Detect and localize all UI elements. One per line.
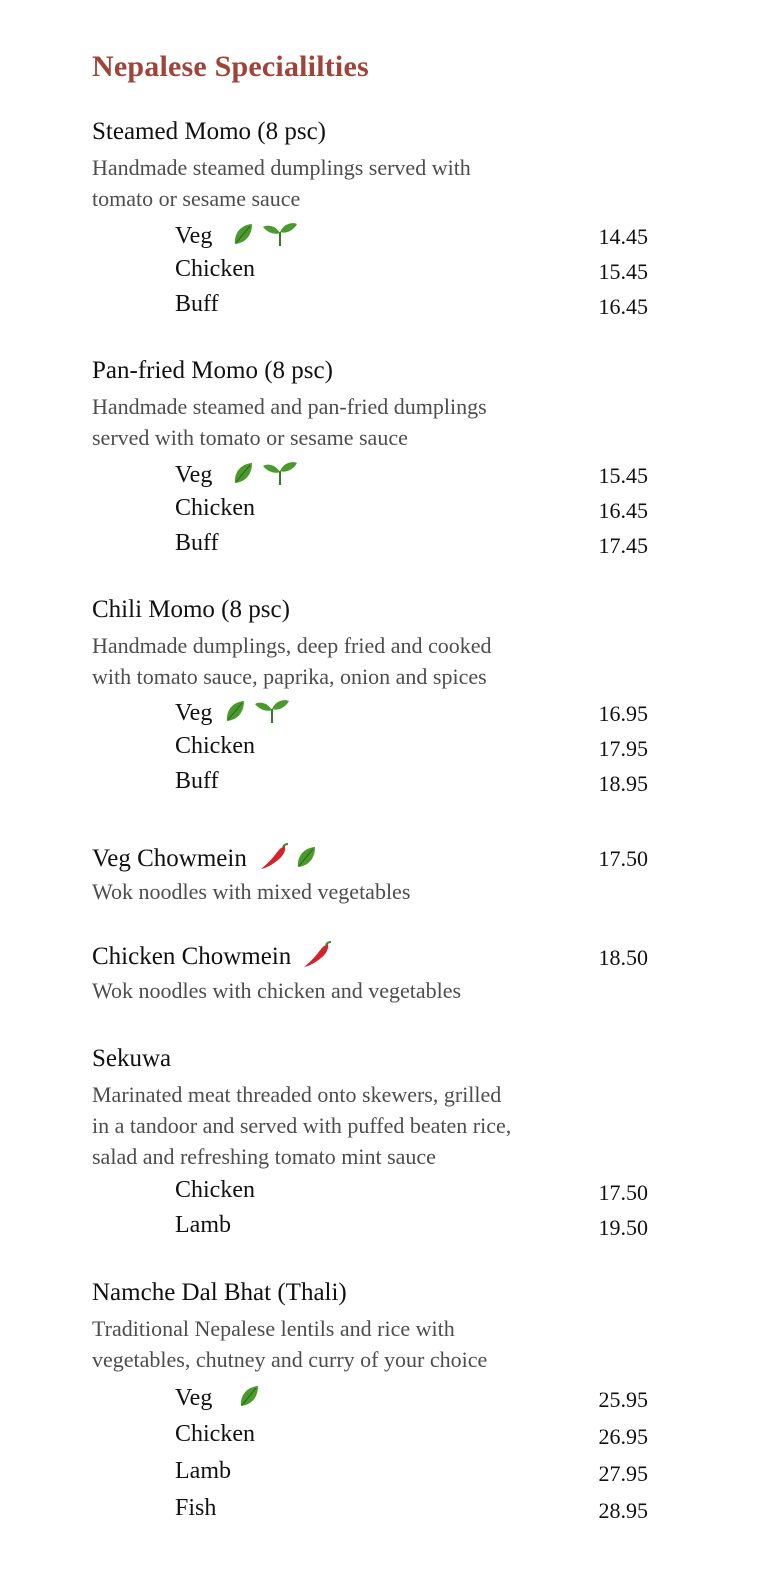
dish-description	[92, 152, 592, 214]
description-line: tomato or sesame sauce	[92, 186, 301, 211]
leaf-icon	[238, 1384, 260, 1415]
price: 17.45	[598, 533, 648, 558]
dish-description	[92, 630, 592, 692]
price: 18.95	[598, 771, 648, 796]
description-line: Traditional Nepalese lentils and rice with	[92, 1316, 455, 1341]
price: 17.50	[598, 1180, 648, 1205]
description-line: Marinated meat threaded onto skewers, grilled	[92, 1082, 502, 1107]
leaf-icon	[224, 699, 246, 730]
description-line: served with tomato or sesame sauce	[92, 425, 408, 450]
dish-name: Chicken Chowmein	[92, 943, 292, 971]
price: 28.95	[598, 1498, 648, 1523]
price: 27.95	[598, 1461, 648, 1486]
variant-row	[175, 460, 298, 493]
description-line: Wok noodles with chicken and vegetables	[92, 978, 462, 1003]
dish-description	[92, 876, 592, 907]
price: 16.45	[598, 498, 648, 523]
variant-label: Buff	[175, 530, 219, 556]
variant-label: Lamb	[175, 1458, 231, 1484]
dish-name: Sekuwa	[92, 1045, 172, 1072]
variant-label: Buff	[175, 768, 219, 794]
price: 25.95	[598, 1387, 648, 1412]
description-line: Handmade steamed and pan-fried dumplings	[92, 394, 487, 419]
leaf-icon	[232, 461, 254, 492]
leaf-icon	[295, 845, 317, 876]
sprout-icon	[262, 221, 298, 254]
description-line: in a tandoor and served with puffed beaten rice,	[92, 1113, 512, 1138]
dish-name: Steamed Momo (8 psc)	[92, 118, 326, 145]
variant-row	[175, 1384, 260, 1415]
variant-label: Chicken	[175, 495, 255, 521]
description-line: Wok noodles with mixed vegetables	[92, 879, 411, 904]
chili-icon	[302, 941, 332, 976]
dish-title-row	[92, 941, 332, 976]
price: 16.95	[598, 701, 648, 726]
price: 19.50	[598, 1215, 648, 1240]
dish-description	[92, 1313, 592, 1375]
section-title: Nepalese Specialilties	[92, 50, 369, 83]
description-line: vegetables, chutney and curry of your choice	[92, 1347, 488, 1372]
variant-label: Buff	[175, 291, 219, 317]
variant-label: Veg	[175, 1385, 213, 1412]
price: 16.45	[598, 294, 648, 319]
variant-label: Chicken	[175, 256, 255, 282]
description-line: with tomato sauce, paprika, onion and spices	[92, 664, 487, 689]
dish-description	[92, 391, 592, 453]
price: 15.45	[598, 259, 648, 284]
variant-row	[175, 698, 290, 731]
price: 26.95	[598, 1424, 648, 1449]
price: 15.45	[598, 463, 648, 488]
variant-label: Veg	[175, 223, 213, 250]
dish-title-row	[92, 843, 317, 878]
sprout-icon	[262, 460, 298, 493]
dish-name: Chili Momo (8 psc)	[92, 596, 290, 623]
dish-name: Pan-fried Momo (8 psc)	[92, 357, 333, 384]
dish-name: Veg Chowmein	[92, 845, 247, 873]
dish-description	[92, 975, 592, 1006]
variant-label: Veg	[175, 462, 213, 489]
price: 14.45	[598, 224, 648, 249]
variant-label: Chicken	[175, 733, 255, 759]
price: 17.50	[598, 846, 648, 871]
variant-label: Lamb	[175, 1212, 231, 1238]
variant-label: Chicken	[175, 1177, 255, 1203]
description-line: Handmade dumplings, deep fried and cooked	[92, 633, 492, 658]
leaf-icon	[232, 222, 254, 253]
variant-label: Fish	[175, 1495, 217, 1521]
variant-label: Veg	[175, 700, 213, 727]
dish-name: Namche Dal Bhat (Thali)	[92, 1279, 347, 1306]
chili-icon	[259, 843, 289, 878]
variant-row	[175, 221, 298, 254]
description-line: Handmade steamed dumplings served with	[92, 155, 471, 180]
description-line: salad and refreshing tomato mint sauce	[92, 1144, 436, 1169]
sprout-icon	[254, 698, 290, 731]
price: 17.95	[598, 736, 648, 761]
price: 18.50	[598, 945, 648, 970]
variant-label: Chicken	[175, 1421, 255, 1447]
dish-description	[92, 1079, 612, 1172]
